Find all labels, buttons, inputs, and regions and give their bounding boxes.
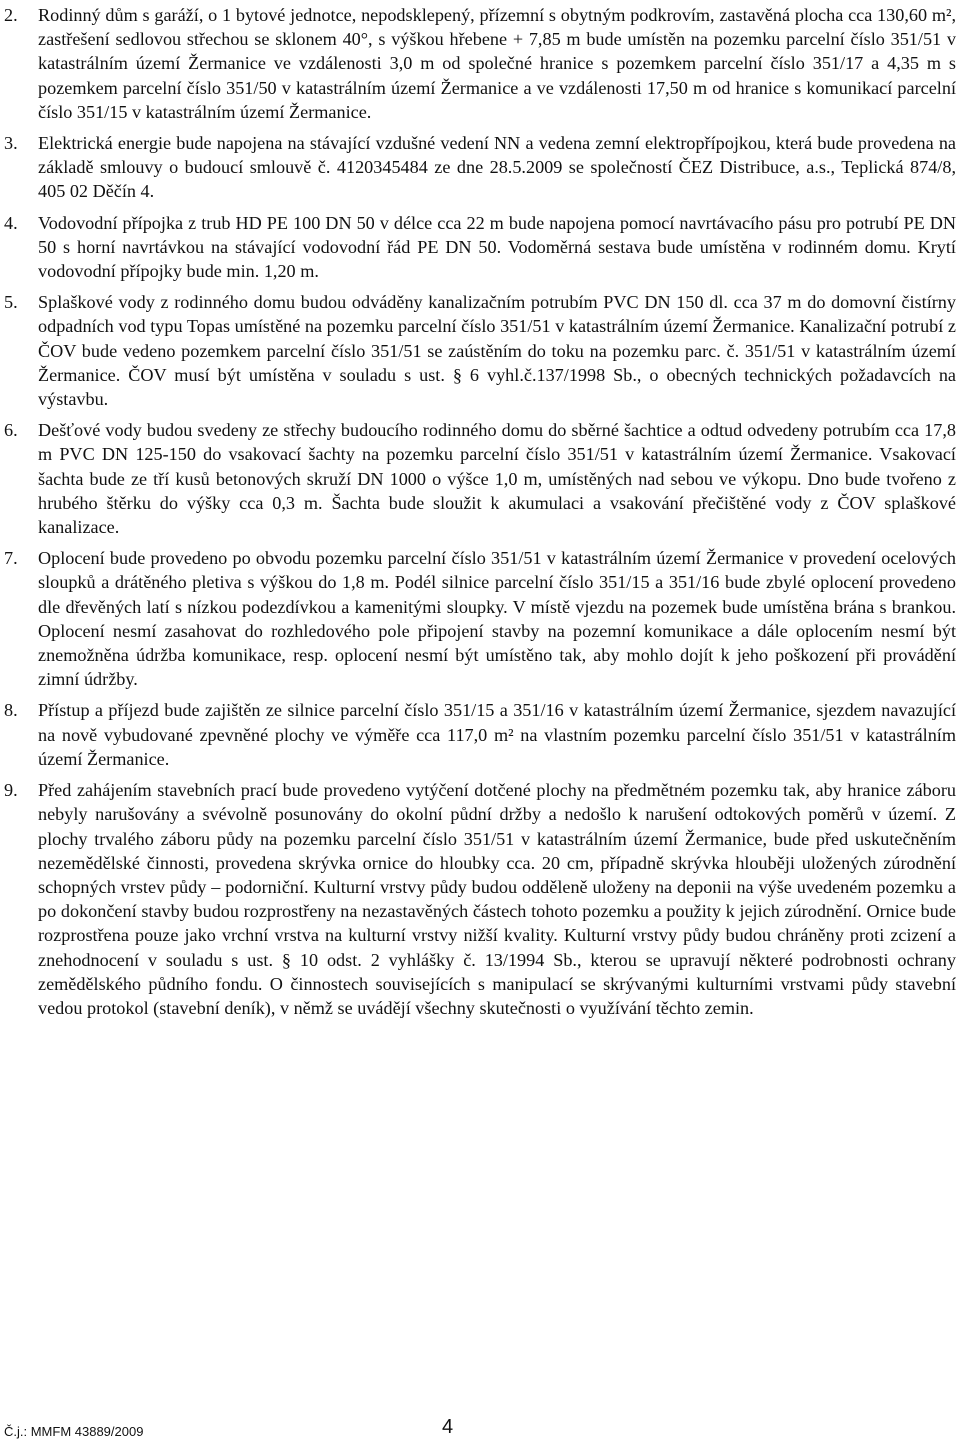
item-text: Přístup a příjezd bude zajištěn ze silnice parcelní číslo 351/15 a 351/16 v katastrálním území Žermanice, sjezdem navazující na nově vybudované zpevněné plochy ve výměře cca 117,0 m² na vlastním pozemku parcelní číslo 351/51 v katastrálním území Žermanice. bbox=[38, 700, 956, 769]
item-number: 8. bbox=[4, 700, 18, 721]
item-number: 3. bbox=[4, 133, 18, 154]
item-text: Oplocení bude provedeno po obvodu pozemku parcelní číslo 351/51 v katastrálním území Žermanice v provedení ocelových sloupků a drátěného pletiva s výškou do 1,8 m. Podél silnice parcelní číslo 351/15 a 351/16 bude zbylé oplocení provedeno dle dřevěných latí s nízkou podezdívkou a kamenitými sloupky. V místě vjezdu na pozemek bude umístěna brána s brankou. Oplocení nesmí zasahovat do rozhledového pole připojení stavby na pozemní komunikace a dále oplocením nesmí být znemožněna údržba komunikace, resp. oplocení nesmí být umístěno tak, aby mohlo dojít k jeho poškození při provádění zimní údržby. bbox=[38, 548, 956, 690]
document-reference: Č.j.: MMFM 43889/2009 bbox=[4, 1424, 144, 1439]
item-text: Splaškové vody z rodinného domu budou odváděny kanalizačním potrubím PVC DN 150 dl. cca 37 m do domovní čistírny odpadních vod typu Topas umístěné na pozemku parcelní číslo 351/51 v katastrálním území Žermanice. Kanalizační potrubí z ČOV bude vedeno pozemkem parcelní číslo 351/51 se zaústěním do toku na pozemku parc. č. 351/51 v katastrálním území Žermanice. ČOV musí být umístěna v souladu s ust. § 6 vyhl.č.137/1998 Sb., o obecných technických požadavcích na výstavbu. bbox=[38, 292, 956, 410]
page-number: 4 bbox=[442, 1416, 454, 1438]
list-item bbox=[4, 418, 956, 539]
item-number: 7. bbox=[4, 548, 18, 569]
item-text: Elektrická energie bude napojena na stávající vzdušné vedení NN a vedena zemní elektropřípojkou, která bude provedena na základě smlouvy o budoucí smlouvě č. 4120345484 ze dne 28.5.2009 se společností ČEZ Distribuce, a.s., Teplická 874/8, 405 02 Děčín 4. bbox=[38, 133, 956, 202]
list-item bbox=[4, 3, 956, 124]
list-item bbox=[4, 698, 956, 771]
list-item bbox=[4, 211, 956, 284]
item-number: 6. bbox=[4, 420, 18, 441]
conditions-list bbox=[4, 3, 956, 1027]
item-text: Dešťové vody budou svedeny ze střechy budoucího rodinného domu do sběrné šachtice a odtud odvedeny potrubím cca 17,8 m PVC DN 125-150 do vsakovací šachty na pozemku parcelní číslo 351/51 v katastrálním území Žermanice. Vsakovací šachta bude ze tří kusů betonových skruží DN 1000 o výšce 1,0 m, umístěných nad sebou ve výkopu. Dno bude tvořeno z hrubého štěrku do výšky cca 0,3 m. Šachta bude sloužit k akumulaci a vsakování přečištěné vody z ČOV splaškové kanalizace. bbox=[38, 420, 956, 538]
list-item bbox=[4, 778, 956, 1020]
item-text: Před zahájením stavebních prací bude provedeno vytýčení dotčené plochy na předmětném pozemku tak, aby hranice záboru nebyly narušovány a svévolně posunovány do okolní půdní držby a nedošlo k narušení odtokových poměrů v území. Z plochy trvalého záboru půdy na pozemku parcelní číslo 351/51 v katastrálním území Žermanice, bude před uskutečněním nezemědělské činnosti, provedena skrývka ornice do hloubky cca. 20 cm, případně skrývka hlouběji uložených zúrodnění schopných vrstev půdy – podorniční. Kulturní vrstvy půdy budou odděleně uloženy na deponii na výše uvedeném pozemku a po dokončení stavby budou rozprostřeny na nezastavěných částech tohoto pozemku a použity k jejich zúrodnění. Ornice bude rozprostřena pouze jako vrchní vrstva na kulturní vrstvy nižší kvality. Kulturní vrstvy půdy budou chráněny proti zcizení a znehodnocení v souladu s ust. § 10 odst. 2 vyhlášky č. 13/1994 Sb., kterou se upravují některé podrobnosti ochrany zemědělského půdního fondu. O činnostech souvisejících s manipulací se skrývanými kulturními vrstvami půdy stavební vedou protokol (stavební deník), v němž se uvádějí všechny skutečnosti o využívání těchto zemin. bbox=[38, 780, 956, 1018]
item-text: Rodinný dům s garáží, o 1 bytové jednotce, nepodsklepený, přízemní s obytným podkrovím, zastavěná plocha cca 130,60 m², zastřešení sedlovou střechou se sklonem 40°, s výškou hřebene + 7,85 m bude umístěn na pozemku parcelní číslo 351/51 v katastrálním území Žermanice ve vzdálenosti 3,0 m od společné hranice s pozemkem parcelní číslo 351/17 a 4,35 m s pozemkem parcelní číslo 351/50 v katastrálním území Žermanice a ve vzdálenosti 17,50 m od hranice s komunikací parcelní číslo 351/15 v katastrálním území Žermanice. bbox=[38, 5, 956, 122]
list-item bbox=[4, 131, 956, 204]
item-number: 2. bbox=[4, 5, 18, 25]
list-item bbox=[4, 546, 956, 691]
item-text: Vodovodní přípojka z trub HD PE 100 DN 50 v délce cca 22 m bude napojena pomocí navrtávacího pásu pro potrubí PE DN 50 s horní navrtávkou na stávající vodovodní řád PE DN 50. Vodoměrná sestava bude umístěna v rodinném domu. Krytí vodovodní přípojky bude min. 1,20 m. bbox=[38, 212, 956, 282]
list-item bbox=[4, 290, 956, 411]
item-number: 5. bbox=[4, 292, 18, 313]
item-number: 4. bbox=[4, 212, 18, 233]
item-number: 9. bbox=[4, 780, 18, 801]
